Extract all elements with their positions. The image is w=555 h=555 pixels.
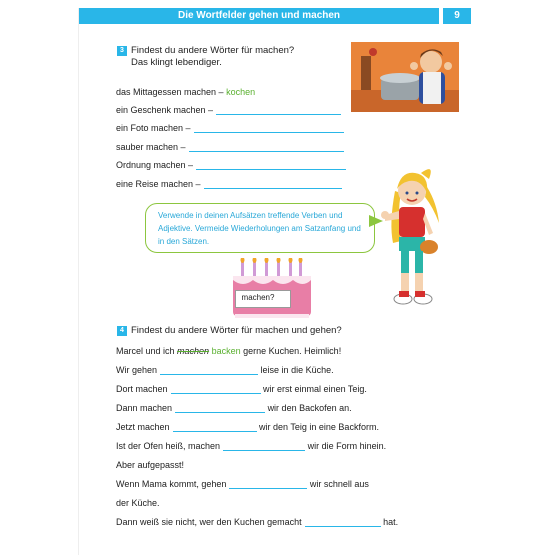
page-title: Die Wortfelder gehen und machen [177, 10, 341, 21]
task-4-row-after: wir schnell aus [309, 479, 369, 489]
task-4-row-before: Dort machen [116, 384, 168, 394]
task-4-row [116, 365, 334, 375]
task-3-example [116, 87, 255, 97]
task-4-row-before: Wenn Mama kommt, gehen [116, 479, 227, 489]
answer-line[interactable] [175, 403, 265, 413]
answer-line[interactable] [189, 142, 344, 152]
task-3-badge: 3 [117, 46, 127, 56]
task-4-example-after: gerne Kuchen. Heimlich! [243, 346, 342, 356]
task-3-example-phrase: das Mittagessen machen – [116, 87, 224, 97]
task-3-item-label: Ordnung machen – [116, 160, 194, 170]
task-4-row-after: wir den Backofen an. [267, 403, 352, 413]
task-3-item-label: ein Foto machen – [116, 123, 191, 133]
task-4-row [116, 384, 367, 394]
worksheet-page [79, 8, 473, 555]
task-3-item [116, 160, 346, 170]
task-4-example-answer: backen [211, 346, 241, 356]
task-4-row [116, 517, 398, 527]
answer-line[interactable] [216, 105, 341, 115]
answer-line[interactable] [204, 179, 342, 189]
task-3-item [116, 142, 344, 152]
answer-line[interactable] [171, 384, 261, 394]
answer-line[interactable] [229, 479, 307, 489]
task-4-badge: 4 [117, 326, 127, 336]
task-4-instruction: Findest du andere Wörter für machen und gehen? [131, 325, 342, 336]
task-3-item [116, 179, 342, 189]
task-3-item-label: ein Geschenk machen – [116, 105, 214, 115]
girl-illustration [379, 163, 449, 328]
task-4-row [116, 441, 386, 451]
task-3-instruction [131, 45, 294, 56]
task-4-row-before: Dann machen [116, 403, 173, 413]
task-4-example-struck: machen [177, 346, 210, 356]
task-4-example-before: Marcel und ich [116, 346, 175, 356]
task-3-instruction-line1: Findest du andere Wörter für machen? [131, 45, 295, 56]
task-4-row-before: Dann weiß sie nicht, wer den Kuchen gemacht [116, 517, 302, 527]
task-3-item [116, 123, 344, 133]
answer-line[interactable] [196, 160, 346, 170]
task-3-item-label: eine Reise machen – [116, 179, 201, 189]
task-4-row-before: Jetzt machen [116, 422, 170, 432]
page-number: 9 [443, 8, 471, 24]
task-4-row-after: wir erst einmal einen Teig. [263, 384, 367, 394]
answer-line[interactable] [305, 517, 381, 527]
task-3-item-label: sauber machen – [116, 142, 186, 152]
answer-line[interactable] [194, 123, 344, 133]
task-4-row-after: wir die Form hinein. [307, 441, 387, 451]
answer-line[interactable] [223, 441, 305, 451]
tip-text: Verwende in deinen Aufsätzen treffende Verben und Adjektive. Vermeide Wiederholungen am Satzanfang und in den Sätzen. [158, 211, 361, 246]
cooking-boy-illustration [351, 42, 459, 112]
task-4-row-after: leise in die Küche. [260, 365, 334, 375]
task-4-row [116, 422, 379, 432]
task-3-instruction-line2: Das klingt lebendiger. [131, 57, 222, 68]
task-4-example [116, 346, 341, 356]
task-4-row-after: hat. [383, 517, 399, 527]
task-4-row [116, 403, 352, 413]
task-3-example-answer: kochen [226, 87, 256, 97]
birthday-cake-illustration [229, 258, 315, 320]
task-4-row-after: wir den Teig in eine Backform. [259, 422, 379, 432]
task-3-item [116, 105, 341, 115]
task-4-row-before: Ist der Ofen heiß, machen [116, 441, 221, 451]
task-4-row: Aber aufgepasst! [116, 460, 185, 470]
answer-line[interactable] [160, 365, 258, 375]
task-4-row-before: Wir gehen [116, 365, 158, 375]
answer-line[interactable] [173, 422, 257, 432]
cake-label: machen? [241, 293, 275, 302]
task-4-row: der Küche. [116, 498, 160, 508]
tip-bubble [145, 203, 375, 253]
task-4-row [116, 479, 369, 489]
